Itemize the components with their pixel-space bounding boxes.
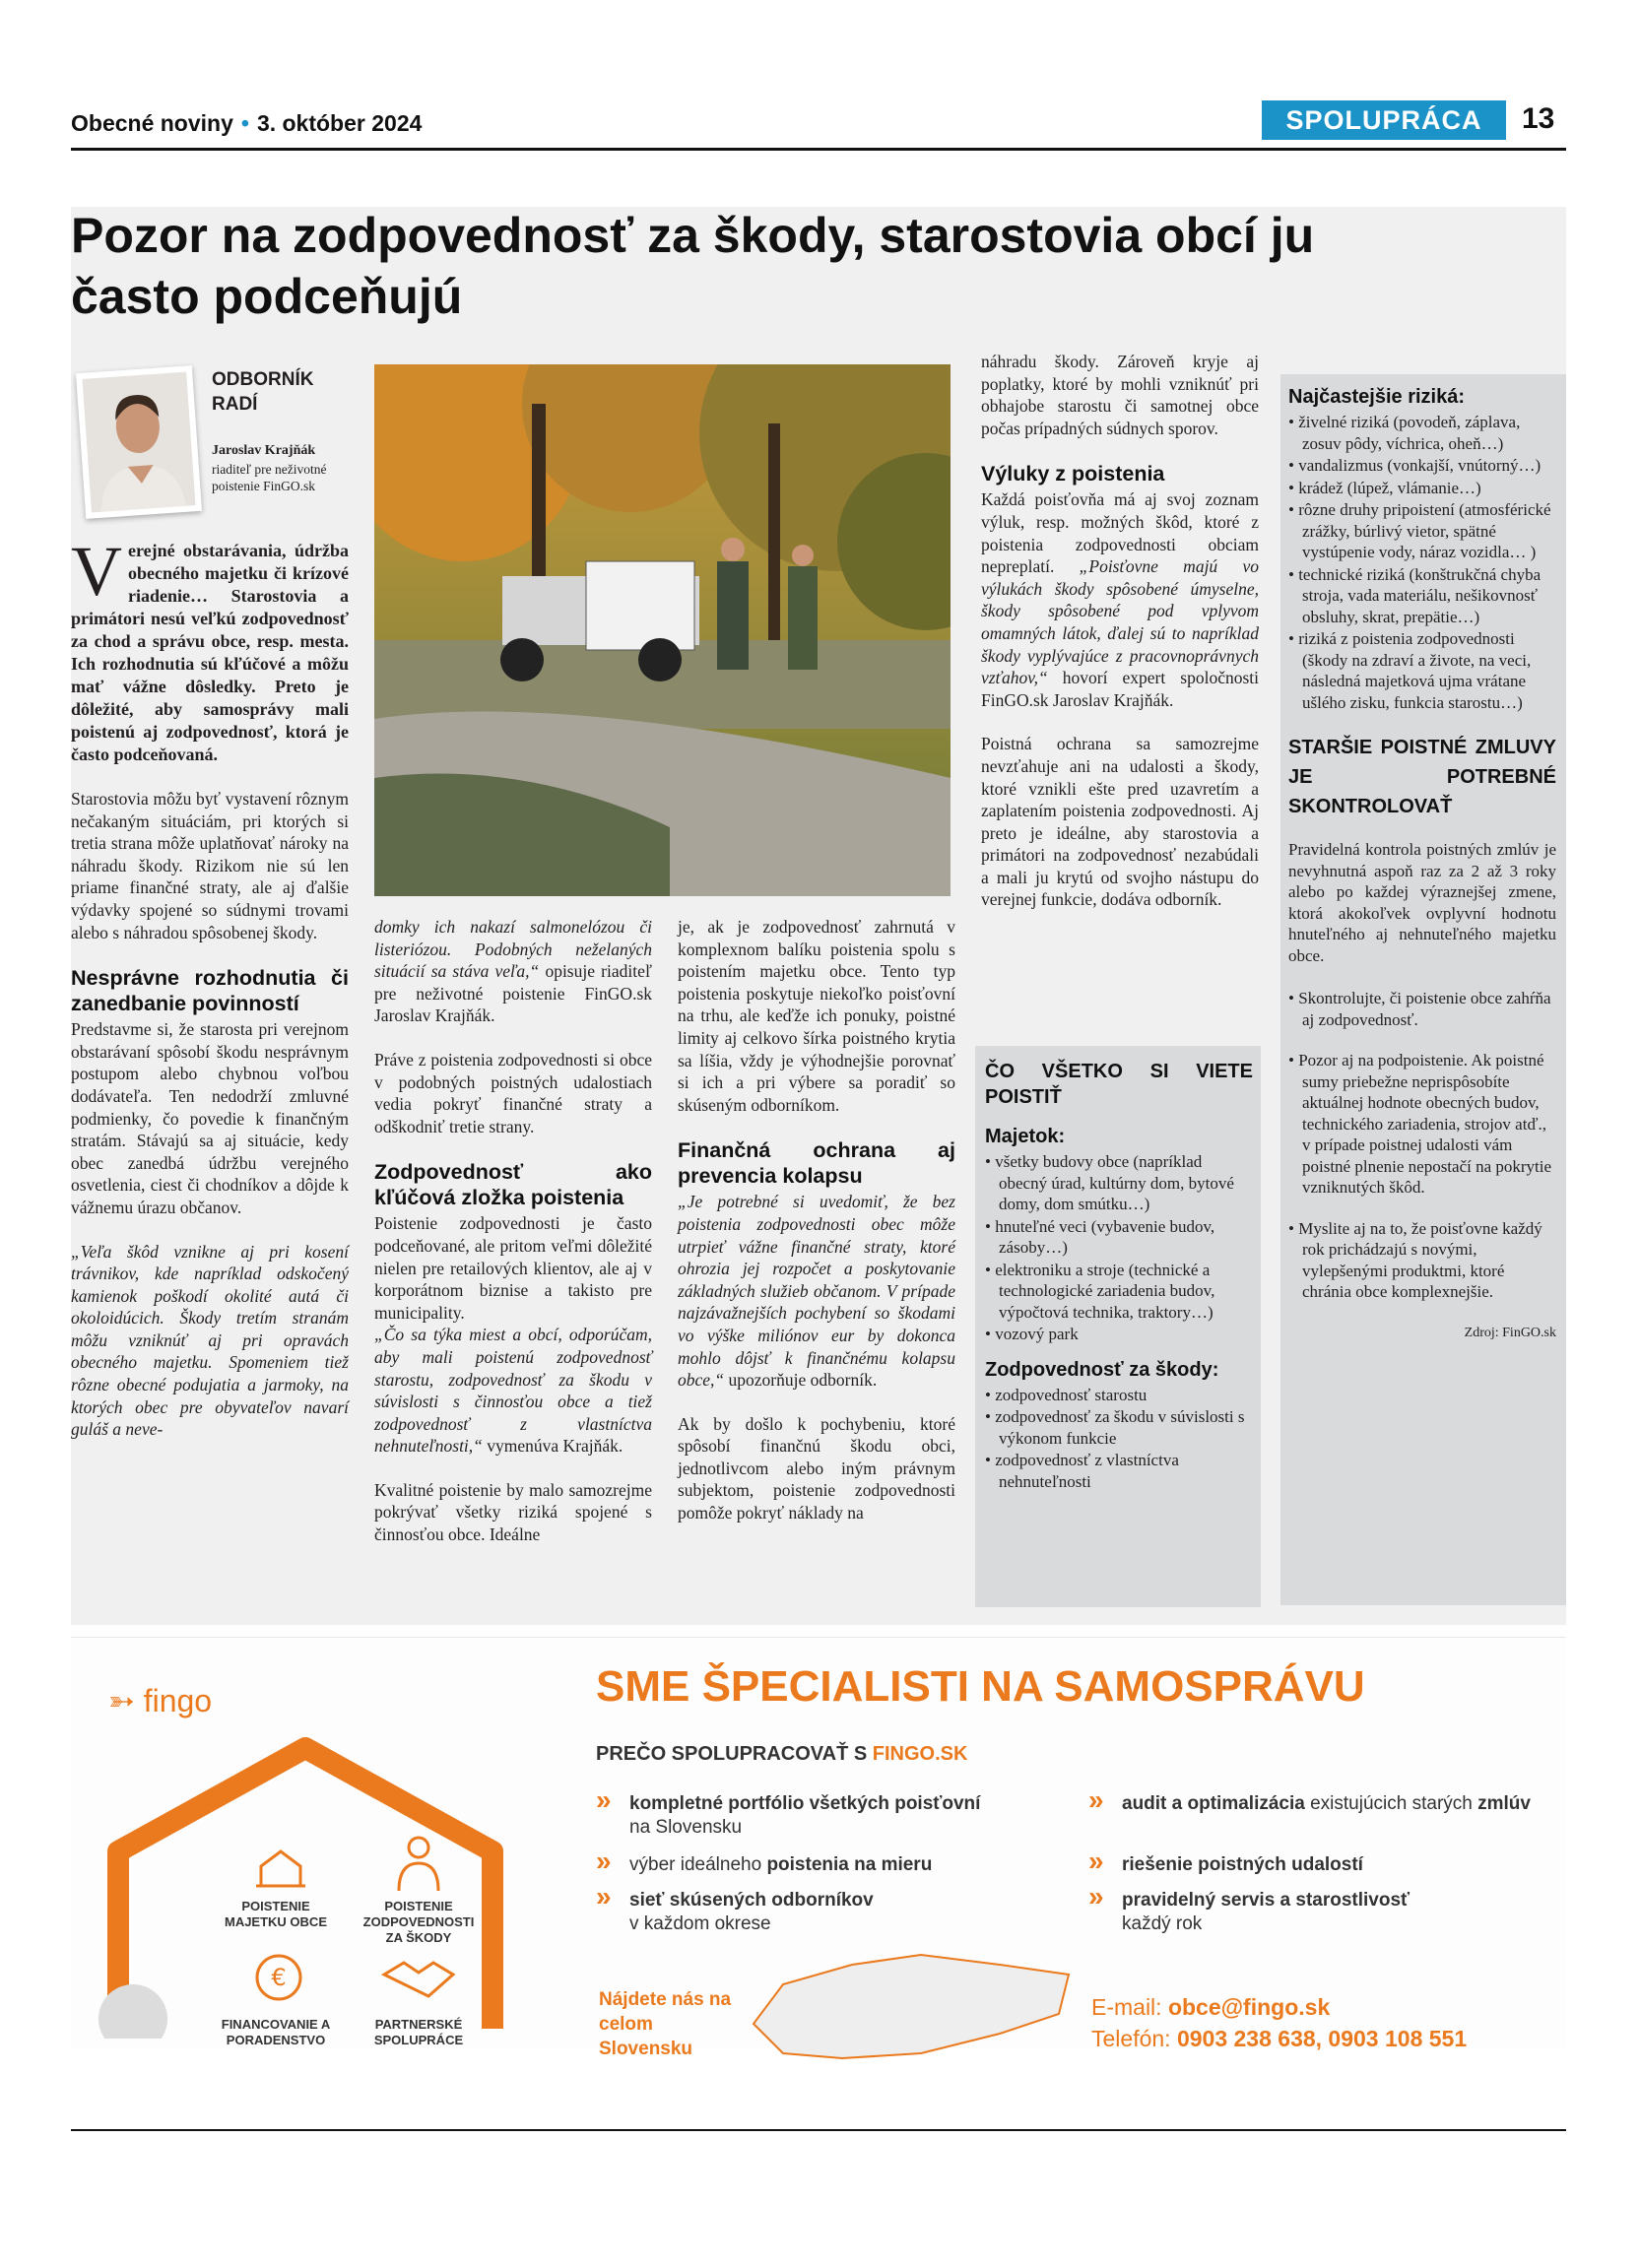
fingo-logo (108, 1682, 212, 1719)
box-subheading: Majetok: (985, 1126, 1066, 1147)
lead-text: erejné obstarávania, údržba obecného majetku či krízové riadenie… Starostovia a primátori nesú veľkú zodpovednosť za chod a správu obce, resp. mesta. Ich rozhodnutia sú kľúčové a môžu mať vážne dôsledky. Preto je dôležité, aby samosprávy mali poistenú aj zodpovednosť, ktorá je často podceňovaná. (71, 541, 349, 764)
quote-text: „Čo sa týka miest a obcí, odporúčam, aby mali poistenú zodpovednosť starostu, zodpovednosť za škodu v súvislosti s činnosťou obce a tiež zodpovednosť z vlastníctva nehnuteľnosti,“ (374, 1325, 652, 1457)
list-item: • živelné riziká (povodeň, záplava, zosuv pôdy, víchrica, oheň…) (1288, 412, 1556, 454)
page-number: 13 (1522, 102, 1555, 135)
list-item: • Pozor aj na podpoistenie. Ak poistné sumy priebežne neprispôsobíte aktuálnej hodnote obecných budov, technického zariadenia, strojov atď., v prípade poistnej udalosti vám poistné plnenie nepostačí na pokrytie vzniknutých škôd. (1288, 1050, 1556, 1199)
ad-headline: SME ŠPECIALISTI NA SAMOSPRÁVU (596, 1662, 1365, 1711)
benefit-item: » výber ideálneho poistenia na mieru (596, 1853, 1059, 1877)
sidebar-content (1288, 384, 1556, 1343)
section-label: SPOLUPRÁCA (1262, 100, 1506, 140)
attribution: hovorí expert spoločnosti FinGO.sk Jaroslav Krajňák. (981, 668, 1259, 710)
expert-photo (76, 365, 202, 519)
attribution: upozorňuje odborník. (724, 1370, 878, 1391)
headline: Pozor na zodpovednosť za škody, starostovia obcí ju často podceňujú (71, 208, 1315, 324)
list-item: • zodpovednosť z vlastníctva nehnuteľnosti (985, 1450, 1253, 1492)
person-icon (394, 1834, 443, 1893)
liability-list (985, 1385, 1253, 1493)
column-2 (374, 916, 652, 1568)
quote-paragraph: „Veľa škôd vznikne aj pri kosení trávnikov, kde napríklad odskočený kamienok poškodí okolité autá či okoloidúcich. Škody tretím stranám môžu vzniknúť aj pri opravách obecného majetku. Spomeniem tiež rôzne obecné podujatia a jarmoky, na ktorých obec pre obyvateľov navarí guláš a neve- (71, 1241, 349, 1440)
separator-dot: • (240, 110, 249, 136)
paragraph: Práve z poistenia zodpovednosti si obce v podobných poistných udalostiach vedia pokryť finančné straty a odškodniť tretie strany. (374, 1049, 652, 1136)
list-item: • rôzne druhy pripoistení (atmosférické zrážky, búrlivý vietor, spätné vystúpenie vody, náraz vozidla… ) (1288, 499, 1556, 563)
list-item: • hnuteľné veci (vybavenie budov, zásoby…) (985, 1216, 1253, 1259)
benefit-item: » sieť skúsených odborníkov v každom okrese (596, 1889, 1059, 1936)
paragraph: Ak by došlo k pochybeniu, ktoré spôsobí finančnú škodu obci, jednotlivcom alebo iným právnym subjektom, poistenie zodpovednosti pomôže pokryť náklady na (678, 1413, 955, 1523)
list-item: • vandalizmus (vonkajší, vnútorný…) (1288, 455, 1556, 477)
find-us-text: Nájdete nás na celom Slovensku (599, 1989, 732, 2059)
handshake-icon (379, 1955, 458, 2002)
list-item: • technické riziká (konštrukčná chyba stroja, vada materiálu, nešikovnosť obsluhy, skrat, prepätie…) (1288, 564, 1556, 628)
list-item: • elektroniku a stroje (technické a technologické zariadenia budov, výpočtová technika, traktory…) (985, 1260, 1253, 1324)
expert-tag: ODBORNÍK RADÍ (212, 369, 314, 415)
list-item: • vozový park (985, 1324, 1253, 1345)
subheading: Nesprávne rozhodnutia či zanedbanie povinností (71, 966, 349, 1016)
euro-icon (251, 1950, 306, 2005)
box-subheading: Zodpovednosť za škody: (985, 1358, 1219, 1381)
drop-cap: V (71, 532, 122, 611)
benefit-item: » audit a optimalizácia existujúcich starých zmlúv (1088, 1792, 1551, 1816)
subheading: Zodpovednosť ako kľúčová zložka poistenia (374, 1160, 652, 1210)
risk-list (1288, 412, 1556, 713)
tips-list (1288, 988, 1556, 1303)
masthead (71, 110, 422, 137)
expert-role: riaditeľ pre neživotné poistenie FinGO.sk (212, 462, 327, 493)
insurance-box-content (985, 1059, 1253, 1493)
benefit-item: » pravidelný servis a starostlivosť každý rok (1088, 1889, 1551, 1936)
expert-name: Jaroslav Krajňák (212, 443, 316, 458)
contact-phone: Telefón: 0903 238 638, 0903 108 551 (1091, 2026, 1468, 2051)
list-item: • krádež (lúpež, vlámanie…) (1288, 478, 1556, 499)
source-note: Zdroj: FinGO.sk (1464, 1325, 1556, 1340)
icon-label: POISTENIE MAJETKU OBCE (224, 1899, 327, 1929)
svg-text:€: € (271, 1964, 287, 1991)
list-item: • zodpovednosť za škodu v súvislosti s výkonom funkcie (985, 1406, 1253, 1449)
subheading: Výluky z poistenia (981, 462, 1165, 486)
box-title: ČO VŠETKO SI VIETE POISTIŤ (985, 1061, 1253, 1108)
list-item: • Myslite aj na to, že poisťovne každý rok prichádzajú s novými, vylepšenými produktmi, ktoré chránia obce komplexnejšie. (1288, 1218, 1556, 1303)
footer-rule (71, 2129, 1566, 2131)
column-3 (678, 916, 955, 1546)
list-item: • riziká z poistenia zodpovednosti (škody na zdraví a živote, na veci, následná majetková ujma vrátane ušlého zisku, funkcia starostu…) (1288, 628, 1556, 713)
paragraph-text: Poistenie zodpovednosti je často podceňované, ale pritom veľmi dôležité nielen pre retailových klientov, ale aj v korporátnom biznise a takisto pre municipality. (374, 1213, 652, 1323)
slovakia-map (744, 1945, 1079, 2073)
paragraph: je, ak je zodpovednosť zahrnutá v komplexnom balíku poistenia spolu s poistením majetku obce. Tento typ poistenia poskytuje niekoľko poisťovní na trhu, ale keďže ich ponuky, poistné limity aj celkovo šírka poistného krytia sa líšia, vždy je výhodnejšie porovnať si ich a pri výbere sa poradiť so skúseným odborníkom. (678, 917, 955, 1115)
subheading: Finančná ochrana aj prevencia kolapsu (678, 1138, 955, 1189)
paragraph: Poistná ochrana sa samozrejme nevzťahuje ani na udalosti a škody, ktoré vznikli ešte pred uzavretím a zaplatením poistenia zodpovednosti. Aj preto je ideálne, aby starostovia a primátori na zodpovednosť nezabúdali a mali ju krytú od svojho nástupu do verejnej funkcie, dodáva odborník. (981, 734, 1259, 910)
logo-text: fingo (143, 1683, 213, 1718)
subheadline-brand: FINGO.SK (872, 1743, 968, 1765)
quote-text: „Je potrebné si uvedomiť, že bez poistenia zodpovednosti obec môže utrpieť vážne finančné straty, ktoré ohrozia jej rozpočet a poskytovanie základných služieb občanom. V prípade najzávažnejších pochybení so škodami vo výške miliónov eur by dokonca mohlo dôjsť k finančnému kolapsu obce,“ (678, 1192, 955, 1391)
paragraph: Kvalitné poistenie by malo samozrejme pokrývať všetky riziká spojené s činnosťou obce. Ideálne (374, 1479, 652, 1545)
header-rule (71, 148, 1566, 151)
sidebar-heading: STARŠIE POISTNÉ ZMLUVY JE POTREBNÉ SKONTROLOVAŤ (1288, 737, 1556, 817)
paper-name: Obecné noviny (71, 110, 233, 136)
list-item: • zodpovednosť starostu (985, 1385, 1253, 1406)
paragraph: Starostovia môžu byť vystavení rôznym nečakaným situáciám, pri ktorých si tretia strana môže uplatňovať nároky na náhradu škody. Rizikom nie sú len priame finančné straty, ale aj ďalšie výdavky spojené so súdnymi trovami alebo s náhradou spôsobenej škody. (71, 789, 349, 942)
sidebar-heading: Najčastejšie riziká: (1288, 386, 1465, 408)
attribution: vymenúva Krajňák. (482, 1436, 623, 1457)
subheadline-text: PREČO SPOLUPRACOVAŤ S (596, 1743, 873, 1765)
icon-label: PARTNERSKÉ SPOLUPRÁCE (373, 2017, 464, 2047)
icon-label: FINANCOVANIE A PORADENSTVO (221, 2017, 331, 2047)
lead-paragraph (71, 532, 349, 766)
contact-email: E-mail: obce@fingo.sk (1091, 1994, 1331, 2020)
property-icon (251, 1842, 310, 1891)
list-item: • všetky budovy obce (napríklad obecný úrad, kultúrny dom, bytové domy, dom smútku…) (985, 1151, 1253, 1215)
property-list (985, 1151, 1253, 1345)
article-photo (374, 364, 951, 896)
quote-text: domky ich nakazí salmonelózou či listeriózou. Podobných neželaných situácií sa stáva veľa,“ (374, 917, 652, 982)
list-item: • Skontrolujte, či poistenie obce zahŕňa aj zodpovednosť. (1288, 988, 1556, 1030)
issue-date: 3. október 2024 (256, 110, 423, 136)
paragraph: Pravidelná kontrola poistných zmlúv je nevyhnutná aspoň raz za 2 až 3 roky alebo po každej výraznejšej zmene, ktorá akokoľvek ovplyvní hodnotu hnuteľného aj nehnuteľného majetku obce. (1288, 840, 1556, 965)
ad-subheadline (596, 1743, 967, 1766)
paragraph: náhradu škody. Zároveň kryje aj poplatky, ktoré by mohli vzniknúť pri obhajobe starostu či samotnej obce počas prípadných súdnych sporov. (981, 352, 1259, 438)
paragraph: Predstavme si, že starosta pri verejnom obstarávaní spôsobí škodu nesprávnym postupom alebo chybnou voľbou dodávateľa. Ten nedodrží zmluvné podmienky, čo povedie k finančným stratám. Stávajú sa aj situácie, kedy obec zanedbá údržbu verejného osvetlenia, ciest či chodníkov a dôjde k vážnemu úrazu občanov. (71, 1019, 349, 1217)
column-4 (981, 351, 1259, 933)
paragraph-text: Každá poisťovňa má aj svoj zoznam výluk, resp. možných škôd, ktoré z poistenia zodpovednosti obciam nepreplatí. (981, 489, 1259, 577)
benefit-item: » riešenie poistných udalostí (1088, 1853, 1551, 1877)
benefit-item: » kompletné portfólio všetkých poisťovní na Slovensku (596, 1792, 1059, 1840)
attribution: opisuje riaditeľ pre neživotné poistenie FinGO.sk Jaroslav Krajňák. (374, 961, 652, 1026)
icon-label: POISTENIE ZODPOVEDNOSTI ZA ŠKODY (362, 1899, 475, 1945)
fish-icon: ➳ (108, 1683, 135, 1718)
column-1 (71, 532, 349, 1462)
quote-text: „Poisťovne majú vo výlukách škody spôsobené úmyselne, škody spôsobené pod vplyvom omamných látok, ďalej sú to napríklad škody vyplývajúce z pracovnoprávnych vzťahov,“ (981, 556, 1259, 688)
